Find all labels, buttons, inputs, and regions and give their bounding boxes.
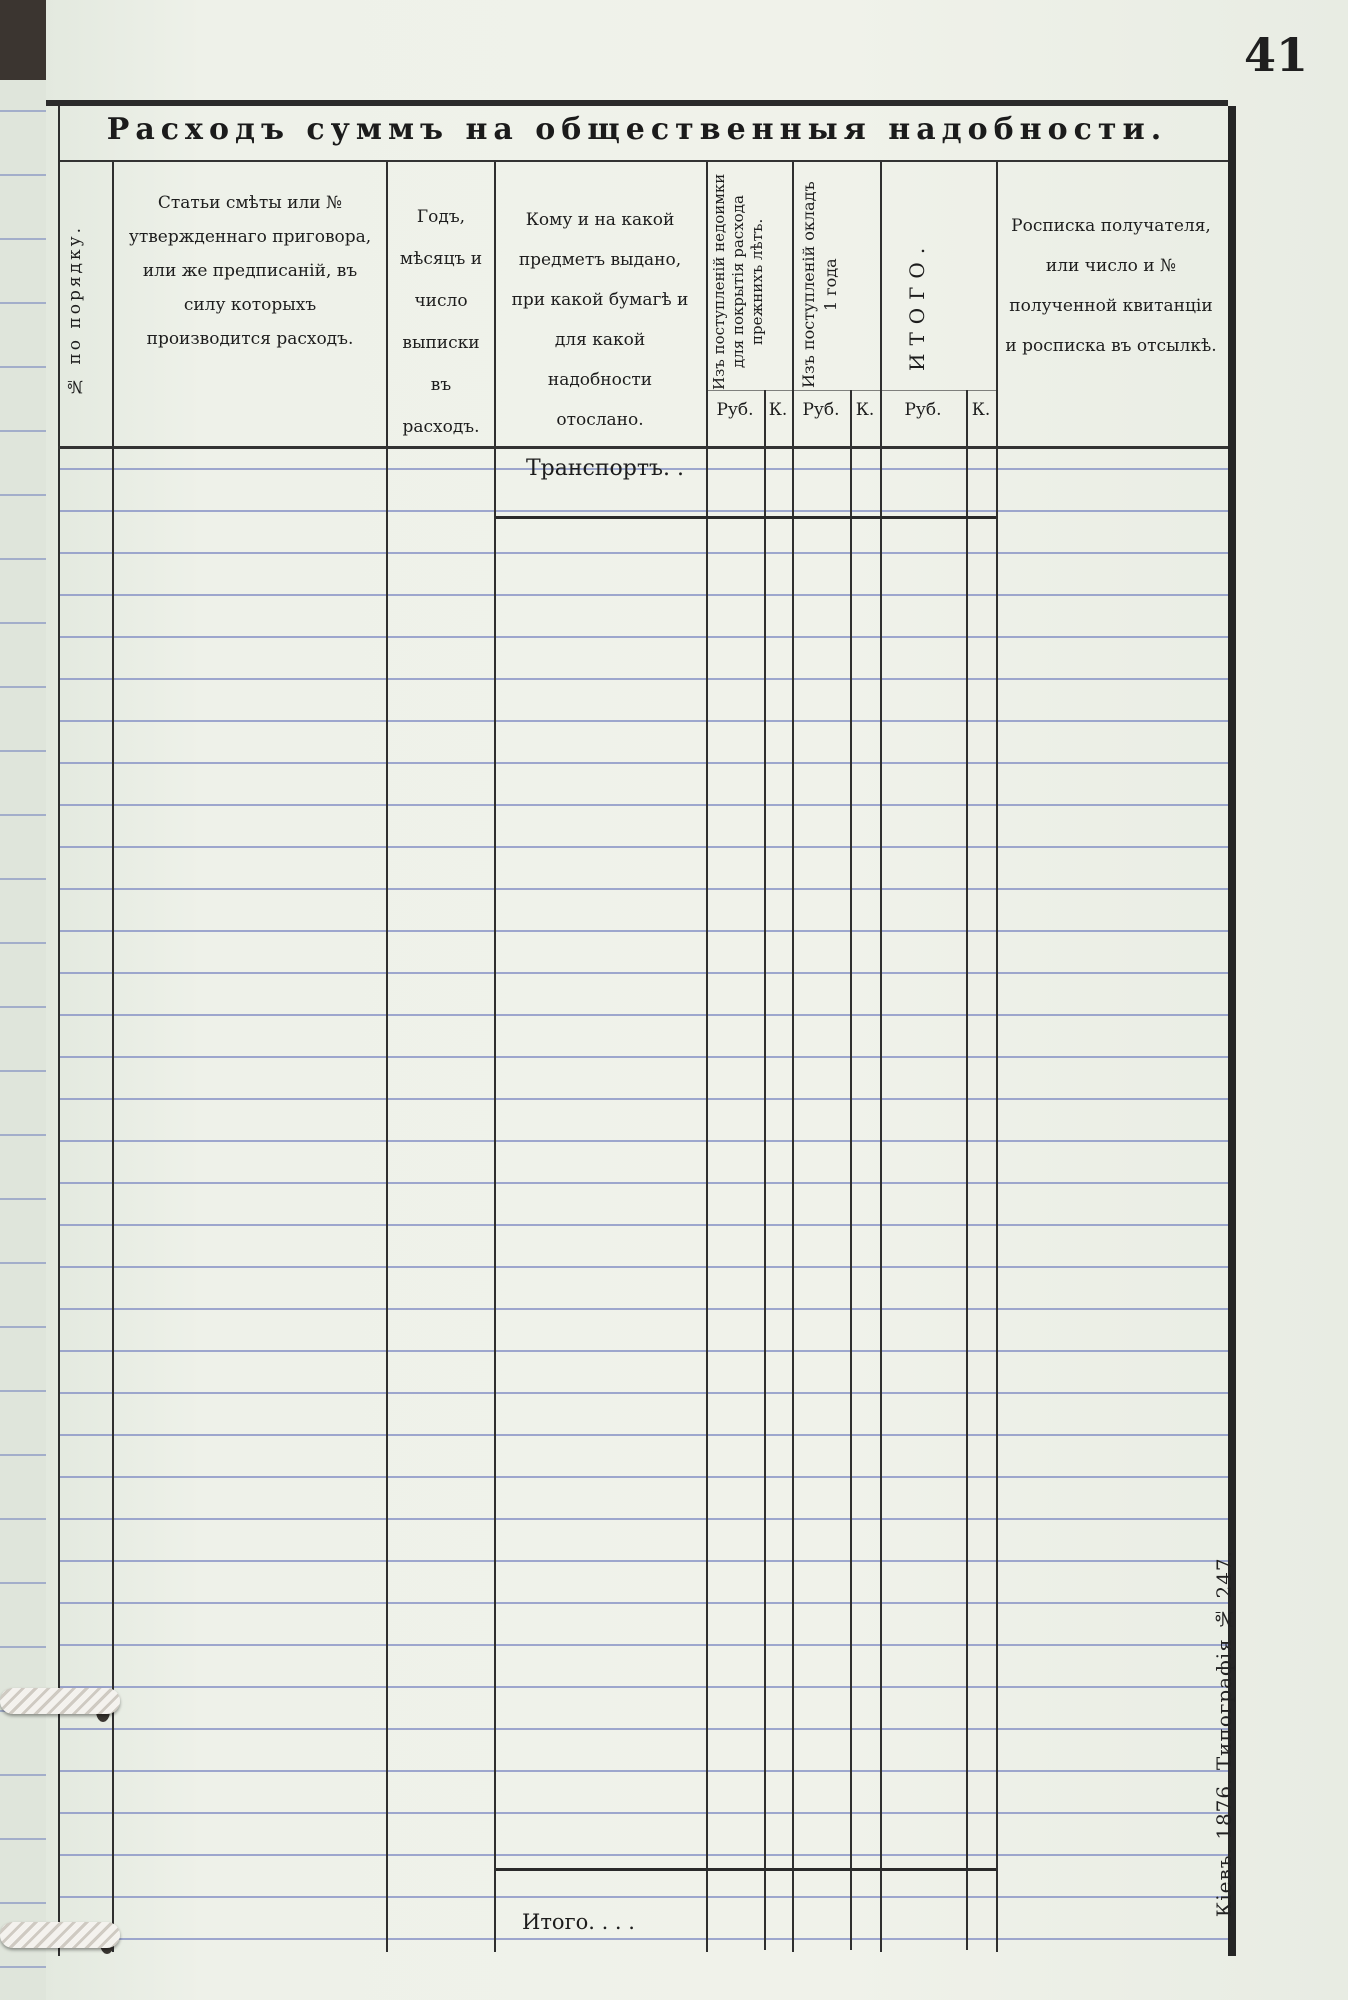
previous-page-line bbox=[0, 1134, 46, 1136]
previous-page-line bbox=[0, 878, 46, 880]
total-row-label: Итого. . . . bbox=[522, 1910, 635, 1934]
col-separator bbox=[764, 390, 766, 1950]
ruled-line bbox=[58, 1770, 1228, 1772]
col-separator bbox=[880, 162, 882, 1952]
previous-page-line bbox=[0, 1582, 46, 1584]
header-total: ИТОГО. bbox=[905, 239, 929, 371]
unit-kop-3: К. bbox=[971, 400, 991, 420]
previous-page-line bbox=[0, 1006, 46, 1008]
col-separator bbox=[58, 106, 60, 1956]
ruled-line bbox=[58, 1014, 1228, 1016]
col-separator bbox=[996, 162, 998, 1952]
unit-rub-3: Руб. bbox=[904, 400, 942, 420]
transport-rule bbox=[496, 516, 996, 519]
previous-page-line bbox=[0, 430, 46, 432]
ruled-line bbox=[58, 762, 1228, 764]
ruled-line bbox=[58, 1056, 1228, 1058]
header-receipt: Росписка получателя, или число и № полученной квитанціи и росписка въ отсылкѣ. bbox=[1005, 216, 1217, 356]
ruled-line bbox=[58, 804, 1228, 806]
ruled-line bbox=[58, 1854, 1228, 1856]
ruled-line bbox=[58, 1938, 1228, 1940]
page-number: 41 bbox=[1243, 28, 1308, 82]
previous-page-line bbox=[0, 238, 46, 240]
ruled-line bbox=[58, 1098, 1228, 1100]
ruled-line bbox=[58, 1476, 1228, 1478]
previous-page-line bbox=[0, 1966, 46, 1968]
previous-page-line bbox=[0, 1262, 46, 1264]
previous-page-line bbox=[0, 1774, 46, 1776]
unit-rub-1: Руб. bbox=[716, 400, 754, 420]
ruled-line bbox=[58, 846, 1228, 848]
printer-mark: Кіевъ. 1876. Типографія № 247. bbox=[1212, 1550, 1236, 1918]
col-separator bbox=[850, 390, 852, 1950]
previous-page-line bbox=[0, 1454, 46, 1456]
ruled-line bbox=[58, 1350, 1228, 1352]
ledger-page bbox=[46, 0, 1348, 2000]
ruled-line bbox=[58, 552, 1228, 554]
col-separator bbox=[386, 162, 388, 1952]
ruled-line bbox=[58, 1308, 1228, 1310]
ruled-line bbox=[58, 888, 1228, 890]
header-arrears: Изъ поступленій недоимки для покрытія расхода прежнихъ лѣтъ. bbox=[710, 173, 766, 391]
col-separator bbox=[792, 162, 794, 1952]
previous-page-line bbox=[0, 1390, 46, 1392]
unit-kop-2: К. bbox=[855, 400, 875, 420]
previous-page-line bbox=[0, 366, 46, 368]
ruled-line bbox=[58, 594, 1228, 596]
ruled-line bbox=[58, 1224, 1228, 1226]
ruled-line bbox=[58, 678, 1228, 680]
transport-row-label: Транспортъ. . bbox=[526, 456, 684, 481]
previous-page-line bbox=[0, 1902, 46, 1904]
unit-kop-1: К. bbox=[768, 400, 788, 420]
header-current: Изъ поступленій окладъ 1 года bbox=[799, 181, 840, 389]
binding-string-upper bbox=[0, 1688, 120, 1714]
previous-page-line bbox=[0, 1838, 46, 1840]
col-separator bbox=[706, 162, 708, 1952]
ruled-line bbox=[58, 720, 1228, 722]
total-rule bbox=[496, 1868, 996, 1871]
previous-page-line bbox=[0, 814, 46, 816]
previous-page-line bbox=[0, 494, 46, 496]
previous-page-line bbox=[0, 174, 46, 176]
ruled-line bbox=[58, 972, 1228, 974]
table-title: Расходъ суммъ на общественныя надобности. bbox=[106, 112, 1168, 147]
ruled-line bbox=[58, 636, 1228, 638]
ruled-line bbox=[58, 930, 1228, 932]
ruled-line bbox=[58, 510, 1228, 512]
previous-page-line bbox=[0, 302, 46, 304]
binding-string-lower bbox=[0, 1922, 120, 1948]
ruled-line bbox=[58, 1518, 1228, 1520]
ruled-line bbox=[58, 1686, 1228, 1688]
units-rule bbox=[706, 390, 996, 391]
ruled-line bbox=[58, 1182, 1228, 1184]
ruled-line bbox=[58, 1644, 1228, 1646]
ruled-line bbox=[58, 1560, 1228, 1562]
header-bottom-rule bbox=[58, 446, 1228, 449]
header-articles: Статьи смѣты или № утвержденнаго приговора, или же предписаній, въ силу которыхъ производится расходъ. bbox=[128, 193, 372, 349]
ruled-line bbox=[58, 1140, 1228, 1142]
previous-page-line bbox=[0, 1198, 46, 1200]
ruled-line bbox=[58, 1602, 1228, 1604]
previous-page-line bbox=[0, 1518, 46, 1520]
header-recipient: Кому и на какой предметъ выдано, при какой бумагѣ и для какой надобности отослано. bbox=[511, 210, 689, 430]
col-separator bbox=[112, 162, 114, 1952]
ruled-line bbox=[58, 1728, 1228, 1730]
col-separator bbox=[494, 162, 496, 1952]
header-order-no: № по порядку. bbox=[65, 224, 85, 396]
ruled-line bbox=[58, 1434, 1228, 1436]
header-date: Годъ, мѣсяцъ и число выписки въ расходъ. bbox=[399, 207, 483, 437]
ruled-line bbox=[58, 1812, 1228, 1814]
previous-page-line bbox=[0, 622, 46, 624]
col-separator bbox=[966, 390, 968, 1950]
previous-page-line bbox=[0, 686, 46, 688]
previous-page-line bbox=[0, 942, 46, 944]
previous-page-line bbox=[0, 750, 46, 752]
previous-page-line bbox=[0, 1070, 46, 1072]
previous-page-line bbox=[0, 1646, 46, 1648]
ruled-line bbox=[58, 1896, 1228, 1898]
previous-page-line bbox=[0, 1326, 46, 1328]
previous-page-line bbox=[0, 558, 46, 560]
unit-rub-2: Руб. bbox=[802, 400, 840, 420]
title-rule bbox=[58, 160, 1228, 162]
previous-page-line bbox=[0, 110, 46, 112]
ruled-line bbox=[58, 1266, 1228, 1268]
ruled-line bbox=[58, 1392, 1228, 1394]
frame-top-border bbox=[46, 100, 1228, 106]
